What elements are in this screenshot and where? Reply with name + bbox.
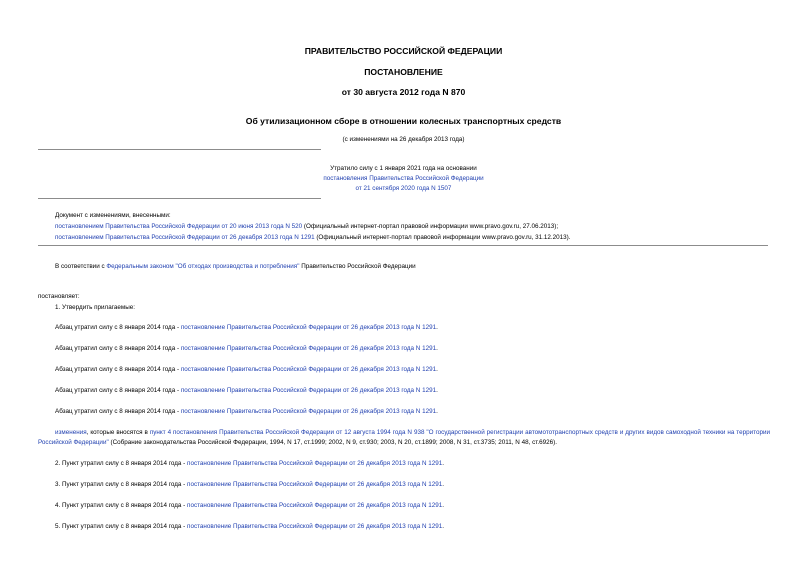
period: . [436,324,438,331]
abolished-paragraph [55,407,438,416]
expired-notice: Утратило силу с 1 января 2021 года на основании [330,165,477,172]
resolution-938-link[interactable]: пункт 4 постановления Правительства Российской Федерации от 12 августа 1994 года N 938 "О государственной регистрации автомототранспортных средств и других видов самоходной техники на территории Российской Федерации" [38,429,770,446]
abolished-link[interactable]: постановление Правительства Российской Федерации от 26 декабря 2013 года N 1291 [180,324,437,331]
period: . [442,481,445,488]
abolished-text: Абзац утратил силу с 8 января 2014 года - [55,408,181,415]
period: . [436,366,438,373]
amendment-item [55,222,558,231]
abolished-text: Абзац утратил силу с 8 января 2014 года - [55,324,181,331]
changes-source: (Собрание законодательства Российской Федерации, 1994, N 17, ст.1999; 2002, N 9, ст.930; 2003, N 20, ст.1899; 2008, N 31, ст.3735; 2011, N 48, ст.6926). [108,438,558,446]
changes-link[interactable]: изменения [55,429,87,436]
period: . [436,345,438,352]
abolished-link[interactable]: постановление Правительства Российской Федерации от 26 декабря 2013 года N 1291 [187,502,443,509]
divider [38,149,321,150]
period: . [436,408,438,415]
amendments-intro: Документ с изменениями, внесенными: [55,212,171,219]
period: . [442,460,445,467]
abolished-paragraph [55,344,438,353]
date-number: от 30 августа 2012 года N 870 [341,87,466,97]
abolished-link[interactable]: постановление Правительства Российской Федерации от 26 декабря 2013 года N 1291 [187,481,443,488]
point-4 [55,501,444,510]
abolished-text: Абзац утратил силу с 8 января 2014 года - [55,387,181,394]
amendment-link[interactable]: постановлением Правительства Российской Федерации от 20 июня 2013 года N 520 [55,223,303,230]
point-text: 3. Пункт утратил силу с 8 января 2014 года - [55,481,188,488]
abolished-paragraph [55,323,438,332]
period: . [442,502,445,509]
amendment-source: (Официальный интернет-портал правовой информации www.pravo.gov.ru, 27.06.2013); [302,223,559,230]
amendment-link[interactable]: постановлением Правительства Российской Федерации от 26 декабря 2013 года N 1291 [55,234,315,241]
resolves: постановляет: [38,293,80,300]
period: . [436,387,438,394]
abolished-link[interactable]: постановление Правительства Российской Федерации от 26 декабря 2013 года N 1291 [180,366,437,373]
expired-link-line2[interactable]: от 21 сентября 2020 года N 1507 [355,185,452,192]
item-1: 1. Утвердить прилагаемые: [55,304,135,311]
point-3 [55,480,444,489]
abolished-link[interactable]: постановление Правительства Российской Федерации от 26 декабря 2013 года N 1291 [180,345,437,352]
document-subject: Об утилизационном сборе в отношении колесных транспортных средств [245,116,562,126]
point-2 [55,459,444,468]
period: . [442,523,445,530]
preamble-text: В соответствии с [55,263,107,270]
abolished-paragraph [55,365,438,374]
point-5 [55,522,444,531]
abolished-link[interactable]: постановление Правительства Российской Федерации от 26 декабря 2013 года N 1291 [187,523,443,530]
government-heading: ПРАВИТЕЛЬСТВО РОССИЙСКОЙ ФЕДЕРАЦИИ [304,46,503,56]
law-link[interactable]: Федеральным законом "Об отходах производства и потребления" [106,263,300,270]
point-text: 2. Пункт утратил силу с 8 января 2014 года - [55,460,188,467]
amendments-note: (с изменениями на 26 декабря 2013 года) [342,136,465,143]
preamble-text: Правительство Российской Федерации [299,263,416,270]
changes-paragraph [38,428,770,447]
point-text: 5. Пункт утратил силу с 8 января 2014 года - [55,523,188,530]
abolished-link[interactable]: постановление Правительства Российской Федерации от 26 декабря 2013 года N 1291 [187,460,443,467]
document-type: ПОСТАНОВЛЕНИЕ [364,67,443,77]
abolished-text: Абзац утратил силу с 8 января 2014 года - [55,345,181,352]
abolished-link[interactable]: постановление Правительства Российской Федерации от 26 декабря 2013 года N 1291 [180,387,437,394]
amendment-source: (Официальный интернет-портал правовой информации www.pravo.gov.ru, 31.12.2013). [314,234,571,241]
point-text: 4. Пункт утратил силу с 8 января 2014 года - [55,502,188,509]
divider [38,198,321,199]
preamble [55,262,416,271]
amendment-item [55,233,571,242]
abolished-link[interactable]: постановление Правительства Российской Федерации от 26 декабря 2013 года N 1291 [180,408,437,415]
divider [38,245,768,246]
expired-link-line1[interactable]: постановления Правительства Российской Федерации [323,175,484,182]
abolished-paragraph [55,386,438,395]
changes-text: , которые вносятся в [86,429,150,436]
abolished-text: Абзац утратил силу с 8 января 2014 года - [55,366,181,373]
